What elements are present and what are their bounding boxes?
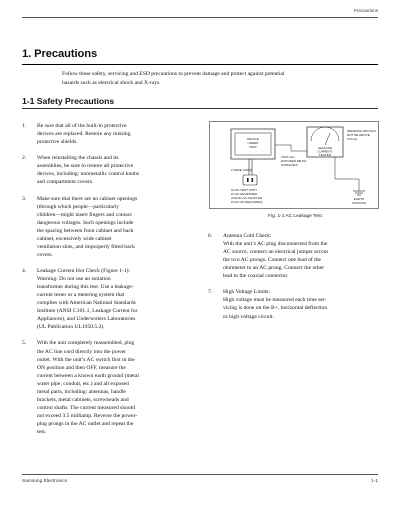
item-line: outlet. With the unit’s AC switch first in the — [37, 356, 135, 363]
item-line: AC source, connect an electrical jumper across — [223, 249, 329, 256]
numbered-item — [22, 267, 192, 331]
ac-outlet-icon — [243, 175, 257, 185]
item-line: Be sure that all of the built-in protective — [37, 123, 127, 129]
item-text — [37, 122, 192, 146]
item-line: or high voltage circuit. — [223, 313, 274, 320]
subsection-rule — [22, 108, 378, 109]
item-line: protective shields. — [37, 139, 78, 146]
item-line: metal parts, including: antennas, handle — [37, 388, 126, 395]
header-rule — [22, 17, 378, 18]
numbered-item — [22, 195, 192, 259]
item-line: vicing is done on the B+, horizontal deflection — [223, 305, 328, 312]
item-line: water pipe, conduit, etc.) and all exposed — [37, 380, 129, 387]
numbered-item — [22, 122, 192, 146]
item-line: children—might insert fingers and contact — [37, 211, 132, 218]
item-line: covers. — [37, 251, 53, 258]
item-line: Warning: Do not use an isolation — [37, 276, 111, 283]
outlet-slot — [247, 178, 249, 182]
item-text — [37, 339, 192, 436]
item-text — [37, 154, 192, 186]
ground-lead — [335, 157, 359, 191]
item-line: devices, including: nonmetallic control knobs — [37, 171, 140, 178]
meter-label: LEAKAGE — [317, 146, 333, 150]
test-parts-label: TEST ALL — [281, 155, 296, 159]
subsection-title: 1-1 Safety Precautions — [22, 96, 115, 106]
numbered-item — [22, 339, 192, 436]
reading-note: 0.5mA) — [347, 137, 357, 141]
intro-paragraph — [62, 70, 362, 87]
intro-line: Follow these safety, servicing and ESD precautions to prevent damage and protect against potential — [62, 71, 285, 77]
meter-label: CURRENT — [317, 149, 333, 154]
plug-note: PLUG AS REQUIRED) — [231, 200, 263, 204]
item-line: assemblies, be sure to restore all protective — [37, 163, 134, 170]
numbered-item — [22, 154, 192, 186]
item-text — [37, 267, 192, 331]
item-line: current between a known earth ground (metal — [37, 372, 139, 379]
outlet-slot — [252, 178, 254, 182]
item-line: Antenna Cold Check: — [223, 233, 272, 239]
item-line: the two AC prongs. Connect one lead of the — [223, 257, 322, 264]
item-line: plug prongs in the AC outlet and repeat the — [37, 420, 134, 427]
item-number: 5. — [22, 340, 27, 347]
device-label: DEVICE — [247, 137, 259, 141]
right-column — [208, 232, 382, 329]
item-line: (UL Publication UL1950.5.2). — [37, 324, 105, 331]
item-text — [223, 232, 382, 280]
test-parts-label: SURFACES — [281, 163, 298, 167]
probe-wire — [275, 145, 307, 151]
device-label: TEST — [249, 145, 257, 149]
item-line: not exceed 3.5 milliamp. Reverse the power- — [37, 412, 138, 419]
item-line: complies with American National Standards — [37, 300, 136, 307]
item-line: transformer during this test. Use a leakage- — [37, 284, 134, 291]
reading-note: (READING SHOULD — [347, 129, 376, 133]
plug-note: PLUG REVERSED — [231, 192, 258, 196]
item-text — [37, 195, 192, 259]
item-line: devices are replaced. Restore any missing — [37, 131, 131, 138]
item-line: ohmmeter to an AC prong. Connect the other — [223, 265, 324, 272]
item-number: 6. — [208, 233, 213, 239]
numbered-item — [208, 288, 382, 320]
ac-leakage-test-figure — [209, 121, 379, 209]
item-number: 1. — [22, 123, 27, 129]
item-line: lead to the coaxial connector. — [223, 273, 289, 280]
item-number: 7. — [208, 289, 213, 296]
item-line: Appliances), and Underwriters Laboratories — [37, 316, 136, 323]
cord-label: 2-WIRE CORD — [231, 168, 252, 172]
reading-note: NOT BE ABOVE — [347, 133, 370, 137]
item-line: brackets, metal cabinets, screwheads and — [37, 396, 129, 403]
plug-note: ALSO TEST WITH — [231, 188, 257, 192]
item-line: With the unit’s AC plug disconnected from the — [223, 241, 328, 248]
item-line: dangerous voltages. Such openings include — [37, 219, 134, 226]
item-line: High Voltage Limits: — [223, 289, 271, 296]
item-number: 4. — [22, 267, 27, 274]
item-line: the AC line cord directly into the power — [37, 348, 127, 355]
footer-publisher: Samsung Electronics — [22, 479, 68, 484]
item-line: Institute (ANSI C101.1, Leakage Current for — [37, 308, 138, 315]
ground-label: GROUND — [352, 201, 366, 205]
item-line: current tester or a metering system that — [37, 292, 125, 299]
item-line: cabinet, excessively wide cabinet — [37, 235, 112, 242]
ground-label: EARTH — [353, 197, 365, 201]
item-line: the spacing between front cabinet and back — [37, 227, 134, 234]
footer-page-number: 1-1 — [371, 479, 378, 484]
item-line: control shafts. The current measured should — [37, 404, 136, 411]
item-line: High voltage must be measured each time ser- — [223, 297, 327, 304]
item-line: With the unit completely reassembled, plug — [37, 340, 135, 347]
item-line: Leakage Current Hot Check (Figure 1-1): — [37, 267, 131, 274]
item-line: When reinstalling the chassis and its — [37, 155, 119, 162]
left-column — [22, 122, 192, 444]
footer-rule — [22, 474, 378, 475]
intro-line: hazards such as electrical shock and X-rays. — [62, 79, 161, 86]
item-line: (through which people—particularly — [37, 203, 120, 210]
section-title: 1. Precautions — [22, 48, 98, 60]
item-line: and compartment covers. — [37, 179, 94, 186]
figure-caption: Fig. 1-1 AC Leakage Test — [268, 214, 322, 219]
running-header: Precautions — [353, 8, 378, 13]
meter-label: TESTER — [318, 153, 332, 157]
test-parts-label: EXPOSED METAL — [281, 159, 307, 163]
item-line: ON position and then OFF, measure the — [37, 364, 126, 371]
item-number: 3. — [22, 195, 27, 202]
item-text — [223, 288, 382, 320]
item-line: Make sure that there are no cabinet openings — [37, 195, 138, 202]
item-line: test. — [37, 428, 47, 435]
numbered-item — [208, 232, 382, 280]
item-line: ventilation slots, and improperly fitted back — [37, 243, 135, 250]
device-label: UNDER — [247, 141, 259, 145]
section-title-rule — [22, 64, 378, 65]
item-number: 2. — [22, 155, 27, 162]
plug-note: (USING AC ADAPTER — [231, 196, 263, 200]
